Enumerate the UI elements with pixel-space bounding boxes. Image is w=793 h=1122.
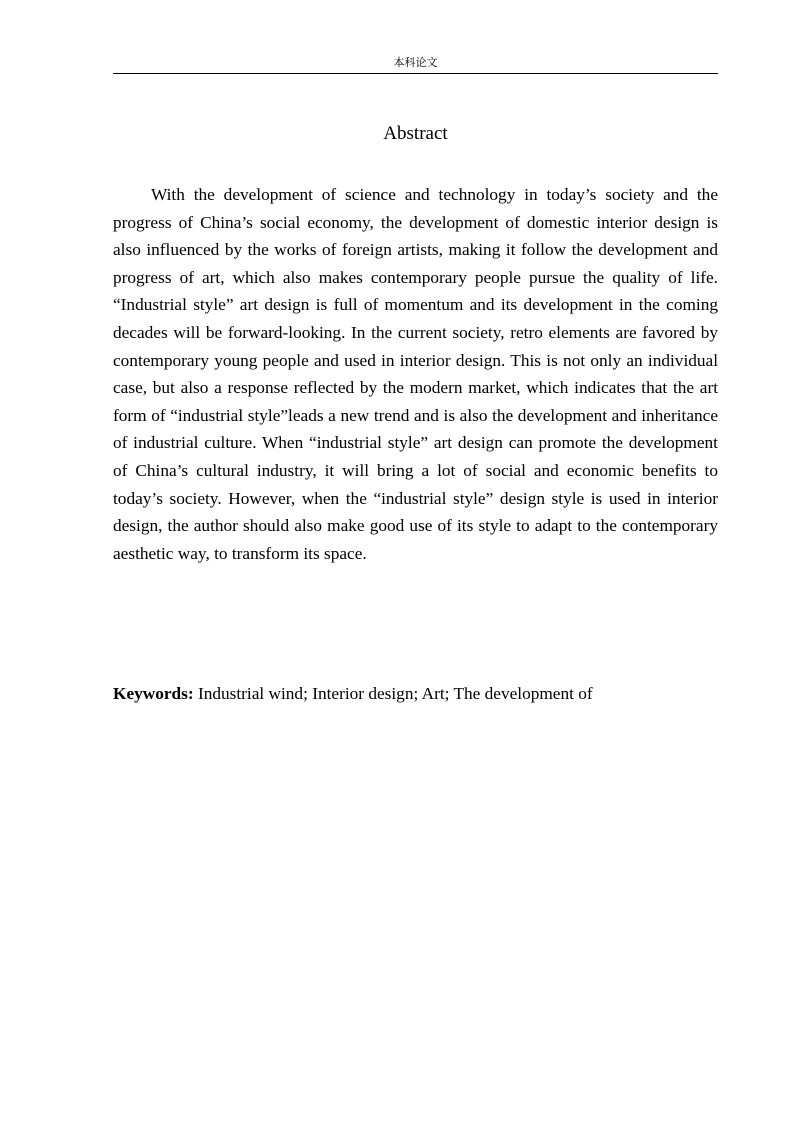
abstract-title: Abstract	[383, 123, 448, 144]
abstract-body: With the development of science and technology in today’s society and the progress of China’s social economy, the development of domestic interior design is also influenced by the works of foreign artists, making it follow the development and progress of art, which also makes contemporary people pursue the quality of life. “Industrial style” art design is full of momentum and its development in the coming decades will be forward-looking. In the current society, retro elements are favored by contemporary young people and used in interior design. This is not only an individual case, but also a response reflected by the modern market, which indicates that the art form of “industrial style”leads a new trend and is also the development and inheritance of industrial culture. When “industrial style” art design can promote the development of China’s cultural industry, it will bring a lot of social and economic benefits to today’s society. However, when the “industrial style” design style is used in interior design, the author should also make good use of its style to adapt to the contemporary aesthetic way, to transform its space.	[113, 185, 718, 563]
keywords-label: Keywords:	[113, 684, 194, 703]
running-header: 本科论文	[393, 56, 438, 69]
header-rule	[113, 73, 718, 74]
keywords-line	[113, 681, 718, 707]
keywords-text: Industrial wind; Interior design; Art; The development of	[193, 684, 593, 703]
